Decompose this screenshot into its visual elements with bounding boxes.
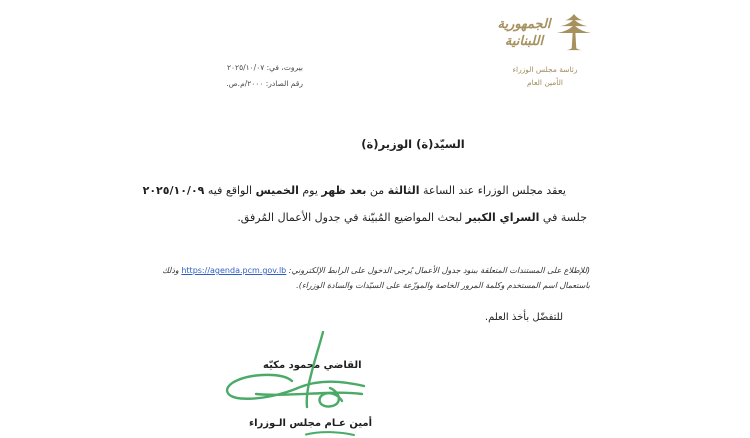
republic-calligraphy [497, 16, 550, 50]
signer-title: أمين عـام مجلس الـوزراء [249, 418, 373, 429]
cedar-tree-icon [555, 12, 593, 58]
republic-line-2: اللبنانية [504, 34, 544, 49]
reference-line: رقم الصادر: ٢٠٠٠/م.ص. [226, 79, 303, 88]
note-line-1: (للإطلاع على المستندات المتعلقة ببنود جدول الأعمال يُرجى الدخول على الرابط الإلكتروني: https://agenda.pcm.gov.lb وذلك [162, 266, 590, 275]
republic-line-1: الجمهورية [497, 17, 551, 32]
body-line-1: يعقد مجلس الوزراء عند الساعة الثالثة من بعد ظهر يوم الخميس الواقع فيه ٢٠٢٥/١٠/٠٩ [142, 184, 566, 197]
closing-line: للتفضّل بأخذ العلم. [484, 312, 563, 323]
signature-underline-ink [303, 428, 357, 438]
office-name: رئاسة مجلس الوزراء [512, 65, 578, 74]
recipient-title: السيّد(ة) الوزير(ة) [361, 137, 465, 151]
signature-ink [220, 331, 370, 423]
signer-name: القاضي محمود مكيّه [263, 360, 362, 371]
note-line-2: باستعمال اسم المستخدم وكلمة المرور الخاصة والموزّعة على السيّدات والسادة الوزراء). [296, 281, 590, 290]
office-subtitle: الأمين العام [527, 78, 563, 87]
meta-block [183, 60, 303, 92]
date-line: بيروت، في: ٢٠٢٥/١٠/٠٧ [226, 63, 303, 72]
body-line-2: جلسة في السراي الكبير لبحث المواضيع المُبيّنة في جدول الأعمال المُرفق. [237, 211, 587, 224]
agenda-link[interactable]: https://agenda.pcm.gov.lb [181, 266, 287, 275]
note-block [162, 263, 590, 293]
letterhead [484, 12, 606, 87]
body-paragraph [142, 184, 587, 224]
